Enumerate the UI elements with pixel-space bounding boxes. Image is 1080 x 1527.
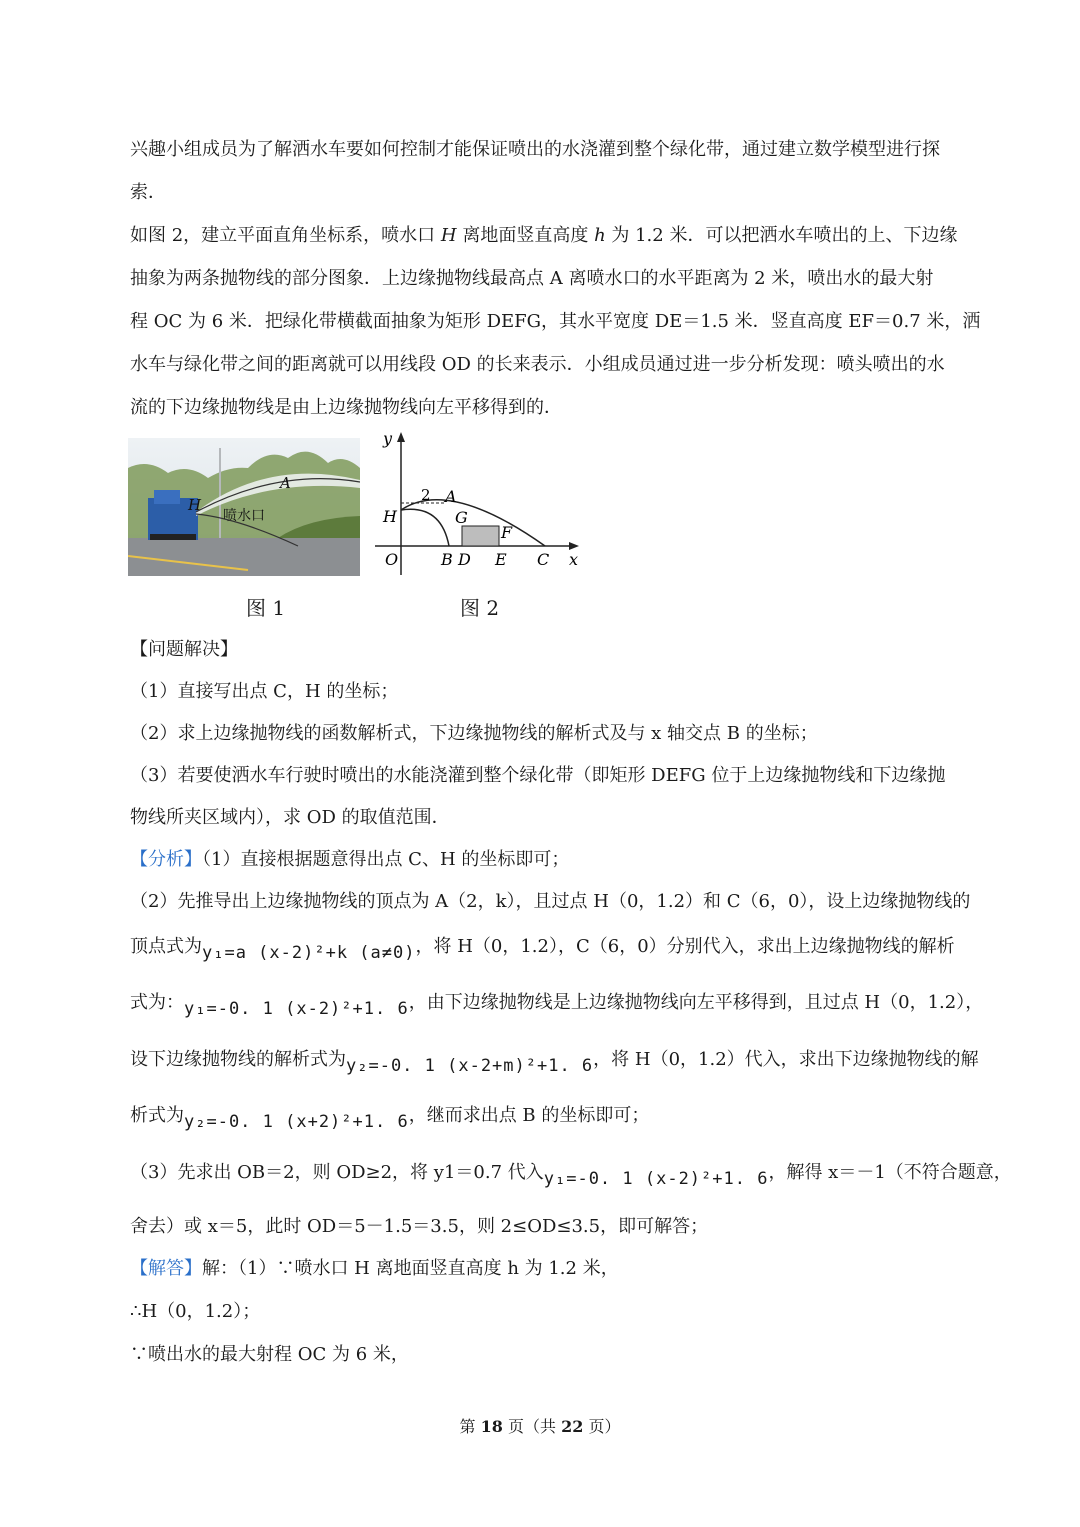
- photo-label-h: H: [188, 496, 202, 514]
- y-axis-arrow: [397, 432, 405, 442]
- lower-parabola: [401, 509, 449, 546]
- analysis-line-1: 【分析】（1）直接根据题意得出点 C、H 的坐标即可；: [130, 849, 570, 870]
- photo-label-a: A: [280, 474, 291, 492]
- label-g: G: [455, 508, 468, 527]
- figure-1-photo: [128, 438, 360, 576]
- label-e: E: [495, 550, 507, 569]
- formula-lower-general: y₂=-0. 1 (x-2+m)²+1. 6: [346, 1056, 594, 1076]
- label-o: O: [385, 550, 399, 569]
- label-b: B: [441, 550, 453, 569]
- photo-truck-bumper: [150, 534, 196, 540]
- formula-upper-parabola: y₁=-0. 1 (x-2)²+1. 6: [184, 999, 409, 1019]
- analysis-line-8: 舍去）或 x＝5，此时 OD＝5－1.5＝3.5，则 2≤OD≤3.5，即可解答；: [130, 1216, 709, 1237]
- setup-line-3: 程 OC 为 6 米．把绿化带横截面抽象为矩形 DEFG，其水平宽度 DE＝1.5 米．竖直高度 EF＝0.7 米，洒: [130, 311, 981, 332]
- label-f: F: [501, 523, 513, 542]
- solution-tag: 【解答】: [130, 1258, 202, 1279]
- question-1: （1）直接写出点 C，H 的坐标；: [130, 681, 399, 702]
- label-x: x: [569, 550, 579, 569]
- question-2: （2）求上边缘抛物线的函数解析式，下边缘抛物线的解析式及与 x 轴交点 B 的坐标；: [130, 723, 818, 744]
- photo-label-nozzle: 喷水口: [223, 508, 265, 524]
- solution-line-1: 【解答】解：（1）∵喷水口 H 离地面竖直高度 h 为 1.2 米，: [130, 1258, 619, 1279]
- analysis-tag: 【分析】: [130, 849, 202, 870]
- photo-truck-cab: [154, 490, 180, 504]
- analysis-line-3: 顶点式为y₁=a (x-2)²+k (a≠0)，将 H（0，1.2），C（6，0）分别代入，求出上边缘抛物线的解析: [130, 936, 955, 963]
- label-y: y: [383, 430, 393, 448]
- problem-heading: 【问题解决】: [130, 639, 238, 660]
- analysis-line-4: 式为：y₁=-0. 1 (x-2)²+1. 6，由下边缘抛物线是上边缘抛物线向左平移得到，且过点 H（0，1.2），: [130, 992, 984, 1019]
- label-2: 2: [421, 486, 431, 504]
- formula-lower-parabola: y₂=-0. 1 (x+2)²+1. 6: [184, 1112, 409, 1132]
- formula-upper-parabola-2: y₁=-0. 1 (x-2)²+1. 6: [543, 1169, 769, 1189]
- analysis-line-7: （3）先求出 OB＝2，则 OD≥2，将 y1＝0.7 代入y₁=-0. 1 (x-2)²+1. 6，解得 x＝－1（不符合题意，: [130, 1162, 1012, 1189]
- page-footer: 第 18 页（共 22 页）: [459, 1417, 621, 1436]
- figure-2-diagram: [365, 430, 590, 580]
- green-belt-rect: [462, 526, 499, 546]
- intro-line-1: 兴趣小组成员为了解洒水车要如何控制才能保证喷出的水浇灌到整个绿化带，通过建立数学模型进行探: [130, 139, 940, 160]
- label-a: A: [445, 487, 457, 506]
- analysis-line-2: （2）先推导出上边缘抛物线的顶点为 A（2，k），且过点 H（0，1.2）和 C（6，0），设上边缘抛物线的: [130, 891, 971, 912]
- setup-line-1: 如图 2，建立平面直角坐标系，喷水口 H 离地面竖直高度 h 为 1.2 米．可以把洒水车喷出的上、下边缘: [130, 225, 958, 246]
- setup-line-2: 抽象为两条抛物线的部分图象．上边缘抛物线最高点 A 离喷水口的水平距离为 2 米，喷出水的最大射: [130, 268, 934, 289]
- label-h: H: [383, 507, 397, 526]
- current-page: 18: [480, 1417, 503, 1436]
- label-d: D: [458, 550, 471, 569]
- question-3-line-1: （3）若要使洒水车行驶时喷出的水能浇灌到整个绿化带（即矩形 DEFG 位于上边缘抛物线和下边缘抛: [130, 765, 946, 786]
- question-3-line-2: 物线所夹区域内），求 OD 的取值范围．: [130, 807, 450, 828]
- setup-line-5: 流的下边缘抛物线是由上边缘抛物线向左平移得到的．: [130, 397, 562, 418]
- label-c: C: [537, 550, 550, 569]
- figure-2-caption: 图 2: [460, 596, 500, 620]
- solution-line-3: ∵喷出水的最大射程 OC 为 6 米，: [130, 1344, 409, 1365]
- figure-1-caption: 图 1: [246, 596, 286, 620]
- setup-line-4: 水车与绿化带之间的距离就可以用线段 OD 的长来表示．小组成员通过进一步分析发现：喷头喷出的水: [130, 354, 945, 375]
- solution-line-2: ∴H（0，1.2）；: [130, 1301, 261, 1322]
- formula-vertex-form: y₁=a (x-2)²+k (a≠0): [202, 943, 416, 963]
- analysis-line-6: 析式为y₂=-0. 1 (x+2)²+1. 6，继而求出点 B 的坐标即可；: [130, 1105, 650, 1132]
- intro-line-2: 索．: [130, 182, 166, 203]
- x-axis-arrow: [569, 542, 579, 550]
- analysis-line-5: 设下边缘抛物线的解析式为y₂=-0. 1 (x-2+m)²+1. 6，将 H（0，1.2）代入，求出下边缘抛物线的解: [130, 1049, 979, 1076]
- total-pages: 22: [561, 1417, 584, 1436]
